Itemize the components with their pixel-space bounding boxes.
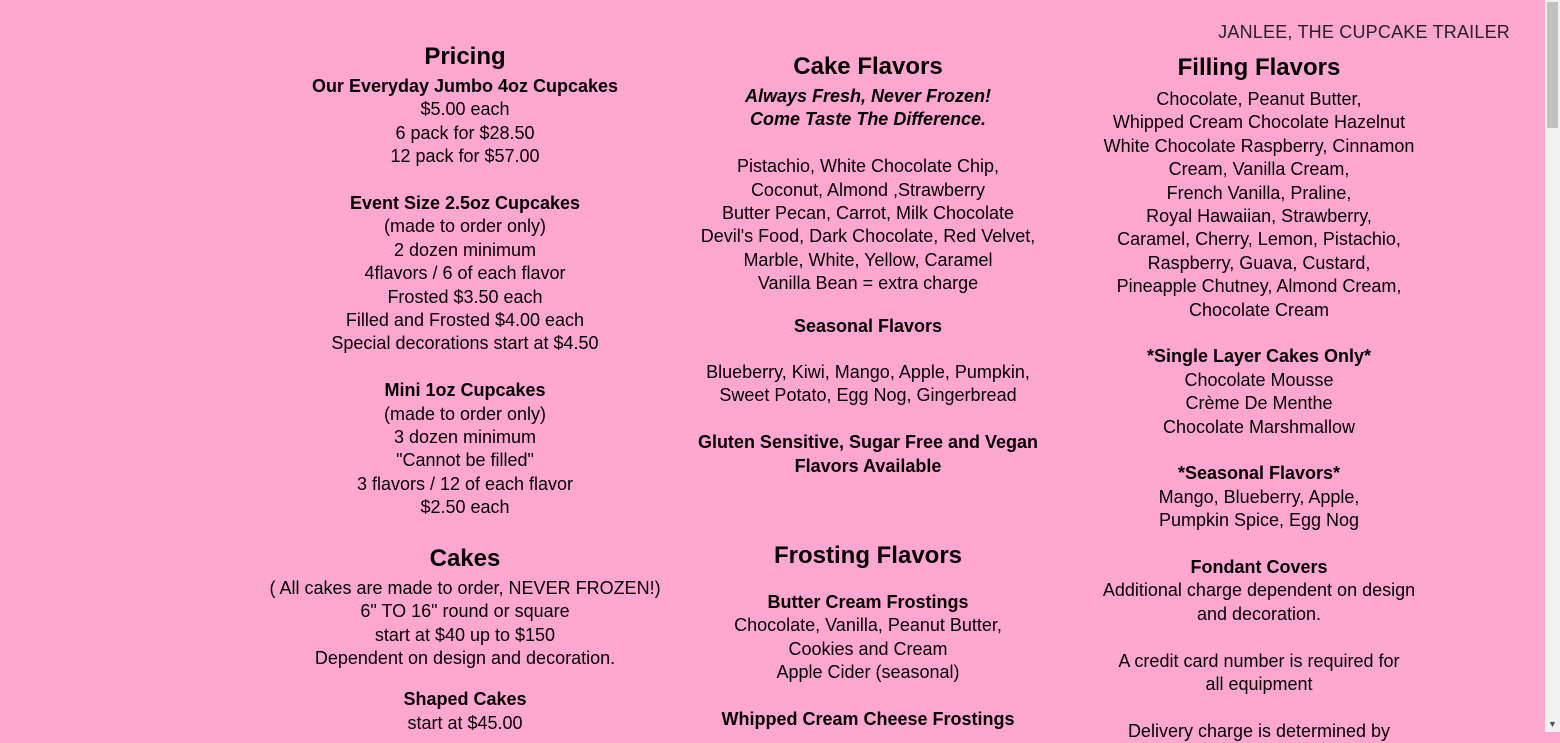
price-line: 2 dozen minimum: [393, 239, 537, 260]
price-line: 12 pack for $57.00: [390, 146, 540, 167]
special-diet-note: Flavors Available: [794, 455, 942, 476]
scroll-down-icon[interactable]: ▼: [1548, 719, 1557, 729]
filling-line: White Chocolate Raspberry, Cinnamon: [1103, 135, 1415, 156]
frosting-line: Chocolate, Vanilla, Peanut Butter,: [734, 615, 1002, 636]
cakes-line: Dependent on design and decoration.: [314, 647, 616, 668]
cakes-line: start at $45.00: [407, 712, 523, 733]
delivery-note: Delivery charge is determined by: [1127, 720, 1391, 741]
flavor-line: Sweet Potato, Egg Nog, Gingerbread: [719, 385, 1017, 406]
jumbo-heading: Our Everyday Jumbo 4oz Cupcakes: [311, 76, 619, 96]
frosting-line: Apple Cider (seasonal): [776, 662, 960, 683]
pricing-title: Pricing: [424, 43, 506, 70]
filling-line: Whipped Cream Chocolate Hazelnut: [1112, 112, 1406, 133]
filling-line: French Vanilla, Praline,: [1166, 182, 1352, 203]
flavor-line: Pistachio, White Chocolate Chip,: [736, 156, 1000, 177]
filling-line: Crème De Menthe: [1185, 393, 1333, 414]
filling-line: Chocolate, Peanut Butter,: [1156, 89, 1362, 109]
fondant-heading: Fondant Covers: [1190, 557, 1328, 578]
price-line: (made to order only): [383, 403, 547, 424]
filling-line: Pumpkin Spice, Egg Nog: [1158, 510, 1360, 531]
tagline: Come Taste The Difference.: [749, 109, 987, 130]
price-line: 6 pack for $28.50: [395, 122, 535, 143]
filling-seasonal-heading: *Seasonal Flavors*: [1177, 463, 1341, 484]
cakes-title: Cakes: [429, 544, 501, 572]
filling-line: Raspberry, Guava, Custard,: [1147, 252, 1371, 273]
butter-cream-heading: Butter Cream Frostings: [767, 592, 969, 613]
price-line: $2.50 each: [420, 497, 510, 518]
price-line: Filled and Frosted $4.00 each: [345, 310, 585, 331]
credit-card-note: all equipment: [1205, 674, 1313, 695]
filling-line: Cream, Vanilla Cream,: [1168, 159, 1350, 180]
single-layer-heading: *Single Layer Cakes Only*: [1146, 346, 1372, 367]
price-line: Frosted $3.50 each: [387, 286, 543, 307]
credit-card-note: A credit card number is required for: [1118, 650, 1400, 671]
cakes-line: 6" TO 16" round or square: [360, 601, 570, 622]
filling-line: Caramel, Cherry, Lemon, Pistachio,: [1117, 229, 1401, 250]
filling-line: Chocolate Mousse: [1184, 369, 1334, 390]
seasonal-heading: Seasonal Flavors: [793, 315, 943, 336]
flavor-line: Butter Pecan, Carrot, Milk Chocolate: [721, 203, 1015, 224]
frosting-title: Frosting Flavors: [773, 542, 963, 570]
cake-flavors-column: [670, 52, 1066, 731]
tagline: Always Fresh, Never Frozen!: [744, 86, 992, 106]
filling-line: Pineapple Chutney, Almond Cream,: [1116, 276, 1402, 297]
filling-line: Chocolate Marshmallow: [1162, 416, 1356, 437]
price-line: $5.00 each: [420, 99, 510, 120]
filling-line: Additional charge dependent on design: [1102, 580, 1416, 601]
shaped-cakes-heading: Shaped Cakes: [403, 689, 527, 710]
frosting-line: Cookies and Cream: [788, 638, 948, 659]
price-line: Special decorations start at $4.50: [331, 333, 599, 354]
pricing-column: [235, 42, 695, 735]
site-brand: JANLEE, THE CUPCAKE TRAILER: [1218, 22, 1510, 42]
flavor-line: Blueberry, Kiwi, Mango, Apple, Pumpkin,: [706, 362, 1030, 383]
cream-cheese-heading: Whipped Cream Cheese Frostings: [721, 709, 1015, 730]
flavor-line: Coconut, Almond ,Strawberry: [750, 179, 986, 200]
mini-heading: Mini 1oz Cupcakes: [384, 380, 546, 401]
price-line: 4flavors / 6 of each flavor: [364, 263, 566, 284]
filling-line: Chocolate Cream: [1188, 299, 1330, 320]
flavor-line: Vanilla Bean = extra charge: [757, 273, 979, 294]
filling-line: Mango, Blueberry, Apple,: [1158, 486, 1360, 507]
cakes-line: start at $40 up to $150: [374, 624, 556, 645]
filling-line: and decoration.: [1196, 603, 1322, 624]
filling-flavors-column: [1098, 53, 1420, 743]
event-heading: Event Size 2.5oz Cupcakes: [349, 193, 581, 214]
price-line: (made to order only): [383, 216, 547, 237]
cake-flavors-title: Cake Flavors: [793, 53, 943, 80]
price-line: "Cannot be filled": [396, 450, 534, 471]
flavor-line: Marble, White, Yellow, Caramel: [743, 249, 993, 270]
vertical-scrollbar[interactable]: [1545, 0, 1560, 732]
price-line: 3 dozen minimum: [393, 427, 537, 448]
special-diet-note: Gluten Sensitive, Sugar Free and Vegan: [697, 432, 1039, 453]
filling-line: Royal Hawaiian, Strawberry,: [1146, 206, 1372, 227]
filling-title: Filling Flavors: [1177, 54, 1341, 81]
price-line: 3 flavors / 12 of each flavor: [356, 473, 574, 494]
flavor-line: Devil's Food, Dark Chocolate, Red Velvet,: [700, 226, 1036, 247]
scrollbar-thumb[interactable]: [1547, 2, 1558, 128]
cakes-line: ( All cakes are made to order, NEVER FROZEN!): [269, 577, 661, 598]
